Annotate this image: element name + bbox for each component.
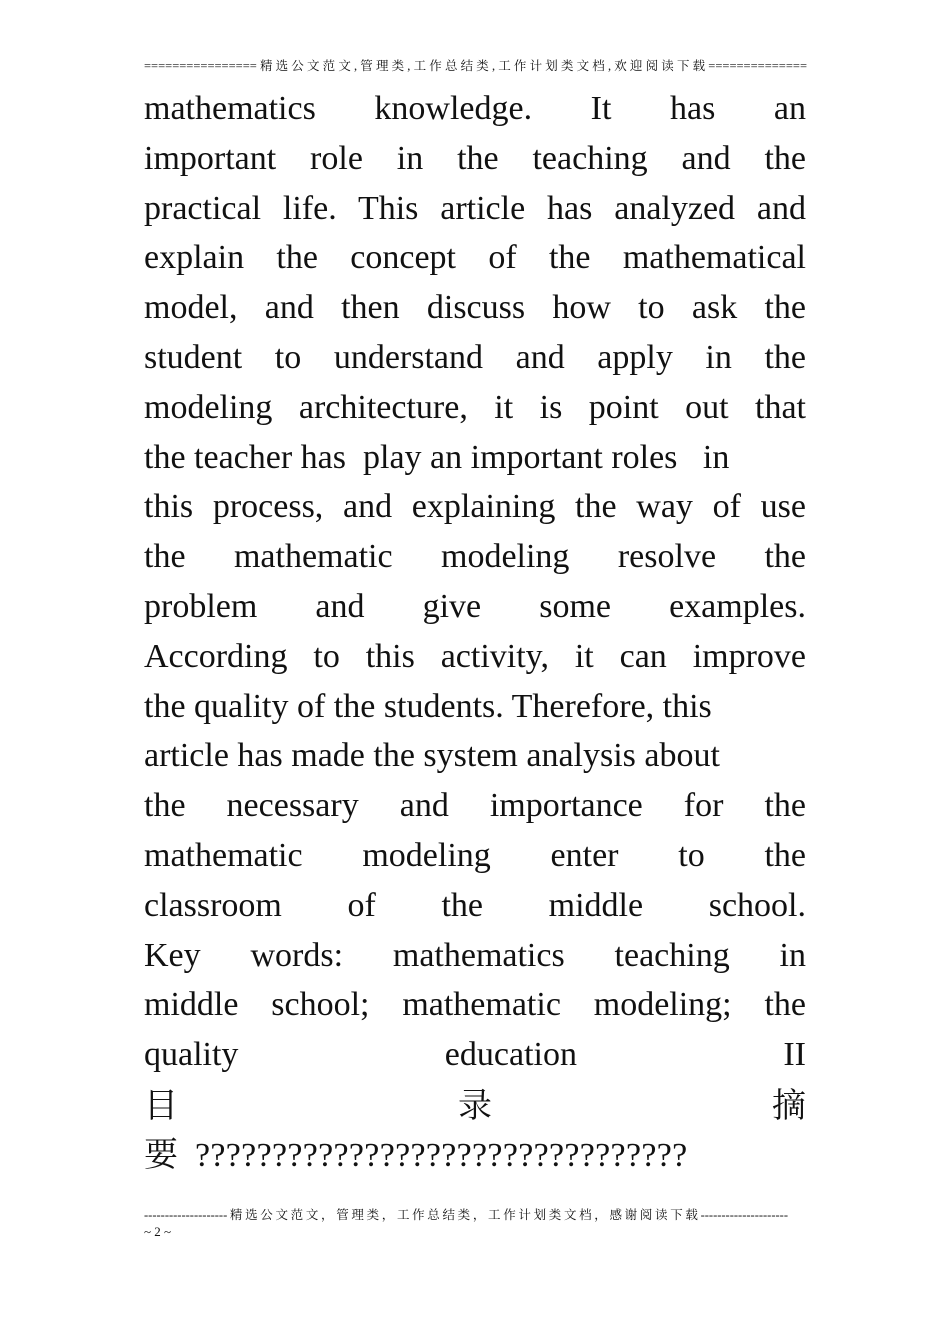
abstract-line: problem and give some examples.: [144, 587, 806, 625]
toc-entry-abstract: [144, 1131, 806, 1181]
toc-heading-char: 录: [458, 1088, 492, 1125]
abstract-line: this process, and explaining the way of use: [144, 488, 806, 526]
page-footer-banner: --------------------精选公文范文，管理类，工作总结类，工作计划类文档，感谢阅读下载---------------------: [144, 1208, 788, 1222]
abstract-body: [144, 84, 806, 1080]
abstract-line: practical life. This article has analyzed and: [144, 189, 806, 227]
toc-entry-dots: ????????????????????????????????: [195, 1137, 688, 1174]
abstract-line: explain the concept of the mathematical: [144, 239, 806, 277]
abstract-line: article has made the system analysis about: [144, 737, 720, 775]
abstract-line: student to understand and apply in the: [144, 338, 806, 376]
abstract-line: the necessary and importance for the: [144, 787, 806, 825]
abstract-line: the mathematic modeling resolve the: [144, 538, 806, 576]
abstract-line: model, and then discuss how to ask the: [144, 289, 806, 327]
page-number: ~ 2 ~: [144, 1224, 172, 1239]
toc-heading-char: 目: [144, 1088, 178, 1125]
abstract-line: classroom of the middle school.: [144, 886, 806, 924]
keywords-line: Key words: mathematics teaching in: [144, 936, 806, 974]
toc-heading-char: 摘: [772, 1088, 806, 1125]
toc-entry-label: 要: [144, 1137, 178, 1174]
abstract-line: the teacher has play an important roles in: [144, 438, 730, 476]
abstract-line: important role in the teaching and the: [144, 139, 806, 177]
abstract-line: According to this activity, it can improve: [144, 637, 806, 675]
abstract-line: mathematics knowledge. It has an: [144, 90, 806, 127]
keywords-line: middle school; mathematic modeling; the: [144, 986, 806, 1024]
keywords-line: quality education II: [144, 1036, 806, 1074]
abstract-line: the quality of the students. Therefore, this: [144, 687, 712, 725]
abstract-line: mathematic modeling enter to the: [144, 836, 806, 874]
abstract-line: modeling architecture, it is point out that: [144, 388, 806, 426]
toc-heading: [144, 1082, 806, 1132]
page-header-banner: ================精选公文范文,管理类,工作总结类,工作计划类文档,欢迎阅读下载==============: [144, 59, 807, 73]
